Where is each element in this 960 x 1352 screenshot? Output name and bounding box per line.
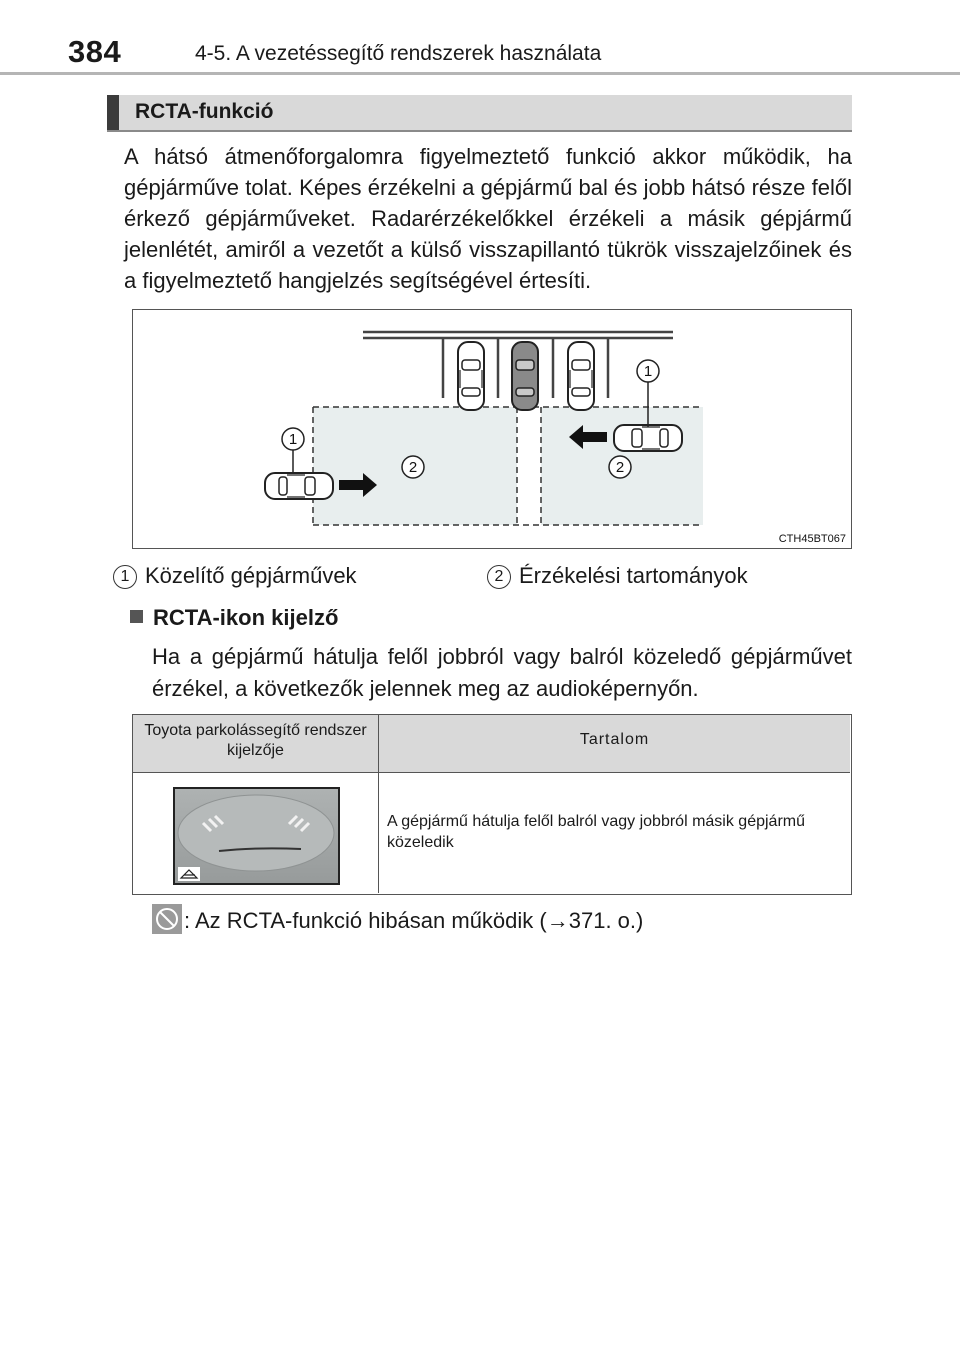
rcta-icon-table <box>132 714 852 895</box>
legend-number: 2 <box>487 565 511 589</box>
page-number: 384 <box>68 34 122 69</box>
legend-number: 1 <box>113 565 137 589</box>
approaching-car-left <box>265 473 333 499</box>
legend-item-2 <box>487 563 748 589</box>
callout-2-left: 2 <box>408 459 418 476</box>
table-header-content: Tartalom <box>379 715 850 773</box>
note-text: : Az RCTA-funkció hibásan működik (→371. o.) <box>184 908 644 933</box>
square-bullet-icon <box>130 610 143 623</box>
section-heading <box>107 95 852 130</box>
section-heading-rule <box>107 130 852 132</box>
callout-2-right: 2 <box>615 459 625 476</box>
legend-item-1 <box>113 563 357 589</box>
chapter-title: 4-5. A vezetéssegítő rendszerek használata <box>195 42 602 65</box>
subsection-heading <box>130 605 338 631</box>
subsection-title: RCTA-ikon kijelző <box>153 605 339 630</box>
rcta-diagram <box>132 309 852 549</box>
section-title: RCTA-funkció <box>135 100 274 123</box>
parking-illustration <box>133 310 851 548</box>
intro-paragraph: A hátsó átmenőforgalomra figyelmeztető funkció akkor működik, ha gépjárműve tolat. Képes érzékelni a gépjármű bal és jobb hátsó része felől érkező gépjárműveket. Radarérzékelőkkel érzékeli a másik gépjármű jelenlétét, amiről a vezetőt a külső visszapillantó tükrök visszajelzőinek és a figyelmeztető hangjelzés segítségével értesíti. <box>124 144 852 293</box>
sensor-status-icon <box>178 867 200 881</box>
malfunction-note <box>152 904 643 934</box>
table-cell-display <box>133 773 379 893</box>
table-cell-content: A gépjármű hátulja felől balról vagy jobbról másik gépjármű közeledik <box>387 813 805 851</box>
header-rule <box>0 72 960 75</box>
legend-label: Közelítő gépjárművek <box>145 563 357 588</box>
parked-car <box>568 342 594 410</box>
legend-label: Érzékelési tartományok <box>519 563 748 588</box>
callout-1-right: 1 <box>643 363 653 380</box>
rcta-off-icon <box>152 904 182 934</box>
parked-car <box>458 342 484 410</box>
diagram-code: CTH45BT067 <box>778 533 846 545</box>
approaching-car-right <box>614 425 682 451</box>
subsection-body: Ha a gépjármű hátulja felől jobbról vagy balról közeledő gépjárművet érzékel, a következők jelennek meg az audioképernyőn. <box>152 644 852 701</box>
table-header-display: Toyota parkolássegítő rendszer kijelzője <box>133 715 379 773</box>
callout-1-left: 1 <box>288 431 298 448</box>
audio-screen-image <box>173 787 340 885</box>
own-car <box>512 342 538 410</box>
